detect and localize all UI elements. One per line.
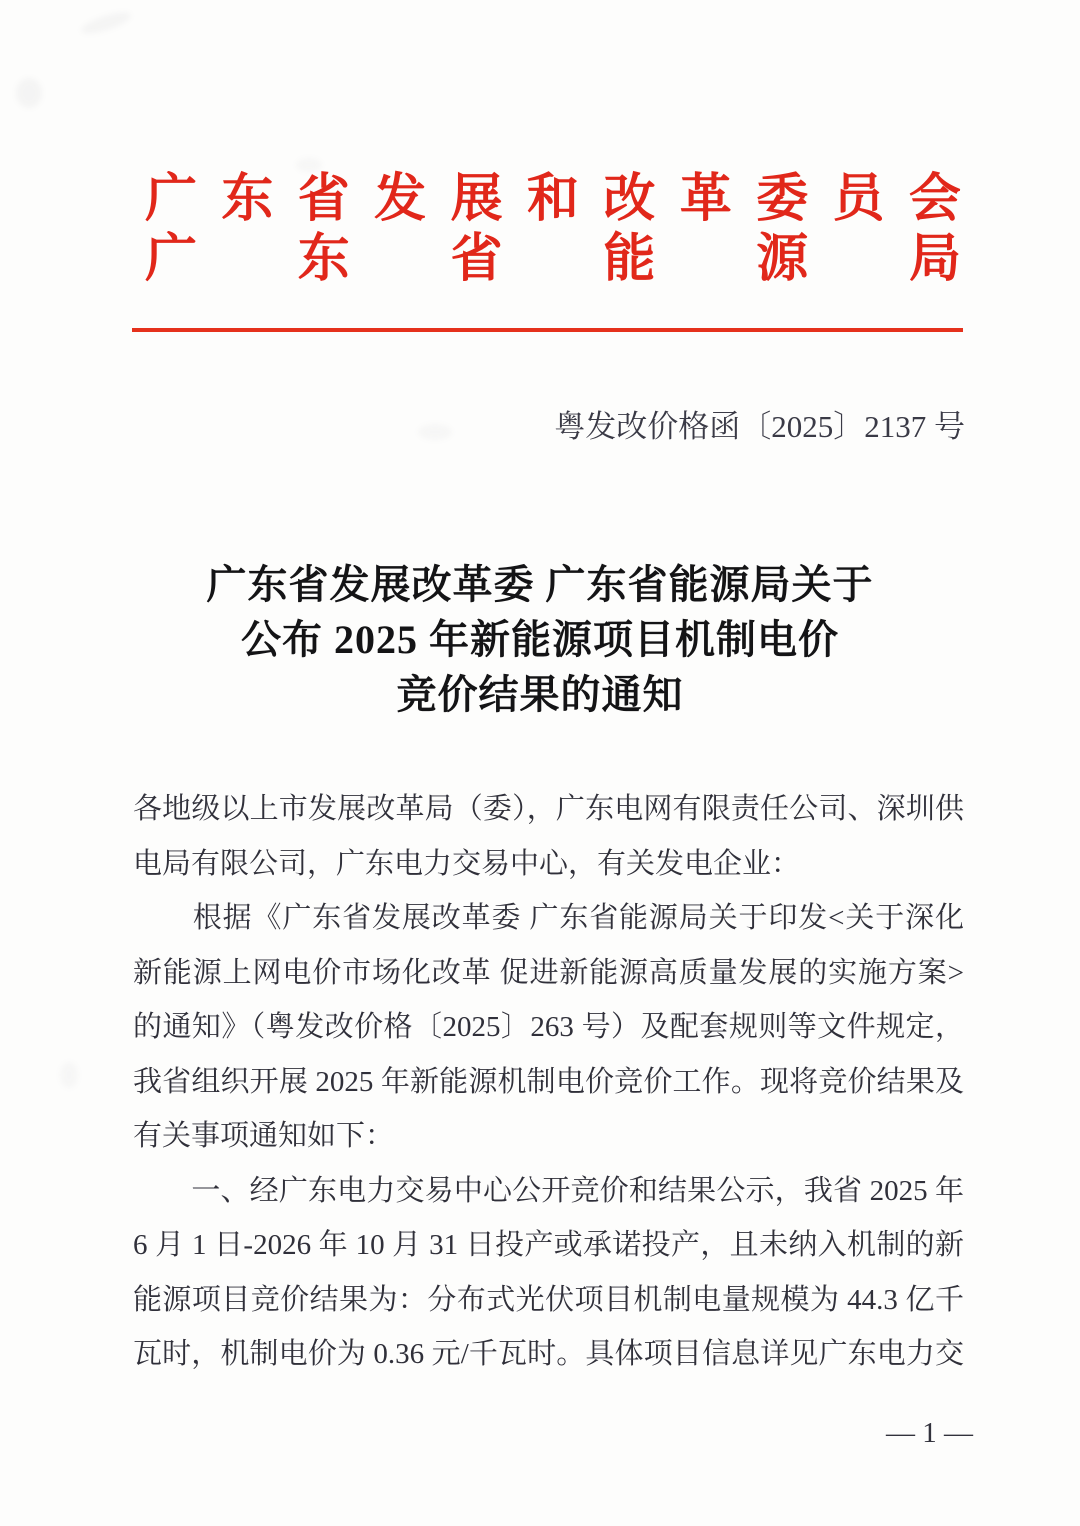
red-separator-rule bbox=[132, 328, 963, 332]
agency-header-char: 局 bbox=[908, 231, 961, 288]
body-line: 有关事项通知如下： bbox=[133, 1120, 395, 1152]
body-line: 电局有限公司，广东电力交易中心，有关发电企业： bbox=[133, 847, 801, 880]
title-line: 公布 2025 年新能源项目机制电价 bbox=[241, 617, 839, 662]
body-line: 各地级以上市发展改革局（委），广东电网有限责任公司、深圳供 bbox=[133, 793, 964, 825]
notice-body bbox=[133, 782, 964, 1382]
scan-smudge bbox=[60, 1062, 78, 1088]
body-line: 6 月 1 日-2026 年 10 月 31 日投产或承诺投产，且未纳入机制的新 bbox=[133, 1229, 964, 1261]
page-number: — 1 — bbox=[886, 1417, 973, 1449]
agency-header-char: 委 bbox=[756, 171, 809, 228]
body-line: 我省组织开展 2025 年新能源机制电价竞价工作。现将竞价结果及 bbox=[133, 1065, 964, 1098]
scan-smudge bbox=[418, 424, 452, 440]
title-line: 广东省发展改革委 广东省能源局关于 bbox=[206, 562, 874, 607]
body-line: 新能源上网电价市场化改革 促进新能源高质量发展的实施方案> bbox=[133, 956, 964, 989]
agency-header-char: 革 bbox=[679, 171, 732, 228]
agency-header-char: 广 bbox=[145, 231, 198, 288]
agency-header-char: 省 bbox=[297, 171, 350, 228]
scan-smudge bbox=[79, 8, 133, 37]
title-line: 竞价结果的通知 bbox=[396, 672, 684, 717]
scan-smudge bbox=[16, 78, 42, 108]
notice-title bbox=[125, 557, 955, 722]
scan-smudge bbox=[296, 158, 322, 172]
agency-header-char: 东 bbox=[297, 231, 350, 288]
agency-header-char: 和 bbox=[526, 171, 579, 228]
agency-header-char: 员 bbox=[832, 171, 885, 228]
body-line: 的通知》（粤发改价格〔2025〕263 号）及配套规则等文件规定， bbox=[133, 1011, 964, 1043]
agency-header-char: 会 bbox=[908, 171, 961, 228]
body-line: 能源项目竞价结果为：分布式光伏项目机制电量规模为 44.3 亿千 bbox=[133, 1283, 964, 1316]
agency-header-char: 源 bbox=[756, 231, 809, 288]
agency-header-char: 展 bbox=[450, 171, 503, 228]
document-reference-number: 粤发改价格函〔2025〕2137 号 bbox=[554, 409, 965, 444]
agency-header-char: 广 bbox=[145, 171, 198, 228]
agency-header-line-1 bbox=[145, 171, 961, 228]
agency-header-char: 发 bbox=[374, 171, 427, 228]
agency-header-line-2 bbox=[145, 231, 961, 288]
agency-header-char: 省 bbox=[450, 231, 503, 288]
body-line: 瓦时，机制电价为 0.36 元/千瓦时。具体项目信息详见广东电力交 bbox=[133, 1338, 964, 1370]
agency-header-char: 东 bbox=[221, 171, 274, 228]
agency-header-char: 能 bbox=[603, 231, 656, 288]
body-line: 根据《广东省发展改革委 广东省能源局关于印发<关于深化 bbox=[133, 902, 964, 934]
agency-header-char: 改 bbox=[603, 171, 656, 228]
body-line: 一、经广东电力交易中心公开竞价和结果公示，我省 2025 年 bbox=[133, 1174, 964, 1207]
